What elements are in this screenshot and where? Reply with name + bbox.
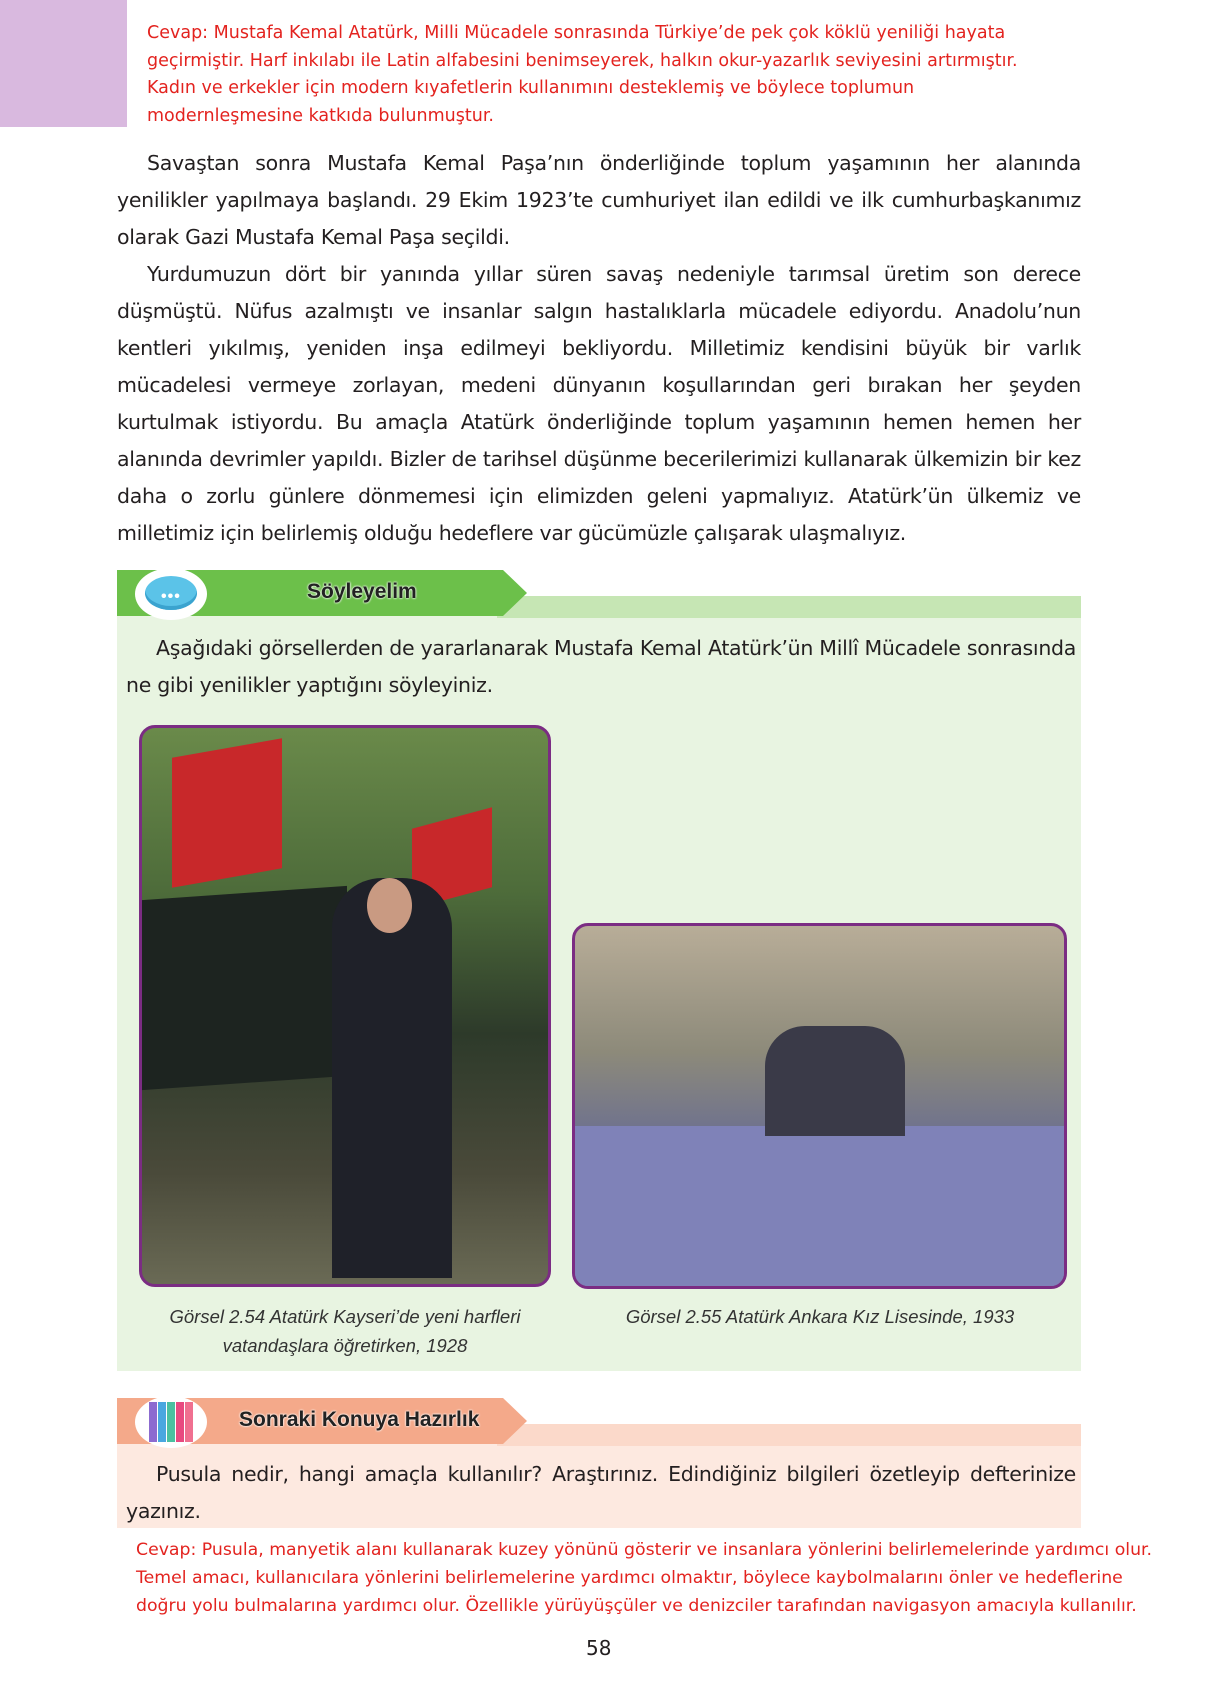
caption-gorsel-2-54: Görsel 2.54 Atatürk Kayseri’de yeni harfleri vatandaşlara öğretirken, 1928 bbox=[169, 1306, 521, 1356]
sonraki-header bbox=[117, 1398, 1081, 1444]
answer-line: Temel amacı, kullanıcılara yönlerini belirlemelerine yardımcı olmaktır, böylece kaybolmalarını önler ve hedeflerine bbox=[136, 1568, 1123, 1588]
sonraki-prompt: Pusula nedir, hangi amaçla kullanılır? Araştırınız. Edindiğiniz bilgileri özetleyip defterinize yazınız. bbox=[126, 1462, 1076, 1523]
books-icon bbox=[135, 1396, 207, 1448]
paragraph: Yurdumuzun dört bir yanında yıllar süren savaş nedeniyle tarımsal üretim son derece düşmüştü. Nüfus azalmıştı ve insanlar salgın hastalıklarla mücadele ediyordu. Anadolu’nun kentleri yıkılmış, yeniden inşa edilmeyi bekliyordu. Milletimiz kendisini büyük bir varlık mücadelesi vermeye zorlayan, medeni dünyanın koşullarından geri bırakan her şeyden kurtulmak istiyordu. Bu amaçla Atatürk önderliğinde toplum yaşamının hemen hemen her alanında devrimler yapıldı. Bizler de tarihsel düşünme becerilerimizi kullanarak ülkemizin bir kez daha o zorlu günlere dönmemesi için elimizden geleni yapmalıyız. Atatürk’ün ülkemiz ve milletimiz için belirlemiş olduğu hedeflere var gücümüzle çalışarak ulaşmalıyız. bbox=[117, 262, 1081, 545]
paragraph: Savaştan sonra Mustafa Kemal Paşa’nın önderliğinde toplum yaşamının her alanında yenilikler yapılmaya başlandı. 29 Ekim 1923’te cumhuriyet ilan edildi ve ilk cumhurbaşkanımız olarak Gazi Mustafa Kemal Paşa seçildi. bbox=[117, 151, 1081, 249]
soyleyelim-header bbox=[117, 570, 1081, 616]
caption-gorsel-2-55: Görsel 2.55 Atatürk Ankara Kız Lisesinde, 1933 bbox=[625, 1306, 1015, 1327]
photo-ankara-kiz-lisesi bbox=[572, 923, 1067, 1289]
purple-margin-block bbox=[0, 0, 127, 127]
top-answer: Cevap: Mustafa Kemal Atatürk, Milli Mücadele sonrasında Türkiye’de pek çok köklü yeniliği hayata geçirmiştir. Harf inkılabı ile Latin alfabesini benimseyerek, halkın okur-yazarlık seviyesini artırmıştır. Kadın ve erkekler için modern kıyafetlerin kullanımını desteklemiş ve böylece toplumun modernleşmesine katkıda bulunmuştur. bbox=[147, 23, 1018, 126]
soyleyelim-prompt: Aşağıdaki görsellerden de yararlanarak Mustafa Kemal Atatürk’ün Millî Mücadele sonrasında ne gibi yenilikler yaptığını söyleyiniz. bbox=[126, 636, 1076, 697]
photo-ataturk-kayseri bbox=[139, 725, 551, 1287]
answer-line: Cevap: Pusula, manyetik alanı kullanarak kuzey yönünü gösterir ve insanlara yönlerini belirlemelerinde yardımcı olur. bbox=[136, 1540, 1153, 1560]
section-title: Sonraki Konuya Hazırlık bbox=[239, 1408, 480, 1431]
speech-bubble-icon: ••• bbox=[135, 568, 207, 620]
answer-line: doğru yolu bulmalarına yardımcı olur. Özellikle yürüyüşçüler ve denizciler tarafından navigasyon amacıyla kullanılır. bbox=[136, 1596, 1137, 1616]
page-number: 58 bbox=[586, 1636, 612, 1660]
body-text bbox=[117, 145, 1081, 552]
bottom-answer bbox=[136, 1536, 1210, 1620]
section-title: Söyleyelim bbox=[307, 580, 417, 603]
